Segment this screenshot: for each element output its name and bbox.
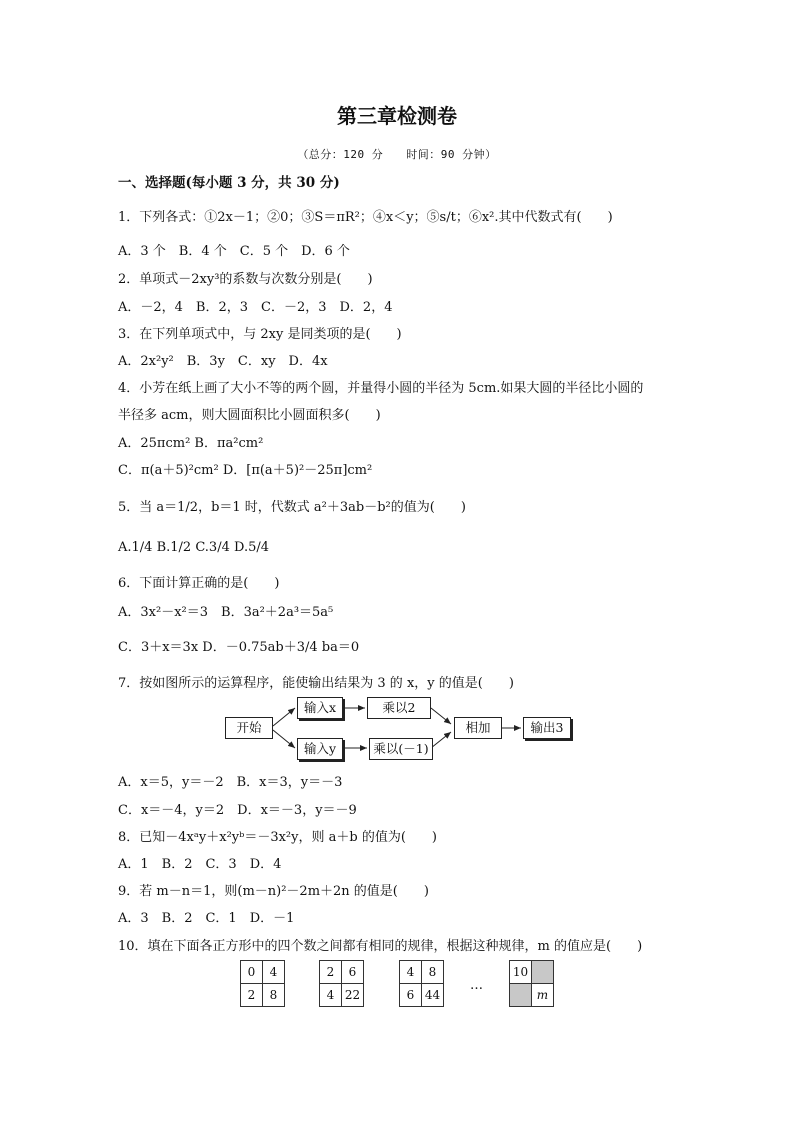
square-1-cell: 8 <box>263 984 285 1007</box>
question-3-options: A．2x²y² B．3y C．xy D．4x <box>118 354 328 369</box>
square-1-cell: 0 <box>241 961 263 984</box>
square-2-cell: 22 <box>342 984 364 1007</box>
square-1-cell: 4 <box>263 961 285 984</box>
question-6-options-2: C．3＋x＝3x D．－0.75ab＋3/4 ba＝0 <box>118 640 360 655</box>
flow-input-x-box: 输入x <box>297 697 343 719</box>
question-7-options-2: C．x＝－4，y＝2 D．x＝－3，y＝－9 <box>118 803 357 818</box>
question-8-options: A．1 B．2 C．3 D．4 <box>118 857 282 872</box>
square-3-cell: 4 <box>400 961 422 984</box>
question-6: 6．下面计算正确的是( ) <box>118 576 280 591</box>
number-square-1 <box>240 960 285 1007</box>
flow-multiply-2-box: 乘以2 <box>367 697 431 719</box>
square-2-cell: 6 <box>342 961 364 984</box>
question-4: 4．小芳在纸上画了大小不等的两个圆，并量得小圆的半径为 5cm.如果大圆的半径比小圆的 <box>118 381 644 396</box>
question-4-options-1: A．25πcm² B．πa²cm² <box>118 436 264 451</box>
flowchart <box>225 696 575 760</box>
flow-start-box: 开始 <box>225 717 273 739</box>
square-2-cell: 4 <box>320 984 342 1007</box>
exam-meta: （总分：120 分 时间：90 分钟） <box>297 148 497 161</box>
square-1-cell: 2 <box>241 984 263 1007</box>
question-1: 1．下列各式：①2x－1；②0；③S＝πR²；④x＜y；⑤s/t；⑥x².其中代数式有( ) <box>118 210 613 225</box>
page-title: 第三章检测卷 <box>337 104 457 128</box>
flow-output-box: 输出3 <box>523 717 571 739</box>
question-10: 10．填在下面各正方形中的四个数之间都有相同的规律，根据这种规律，m 的值应是( ) <box>118 939 643 954</box>
number-square-4 <box>509 960 554 1007</box>
flow-multiply-neg1-box: 乘以(－1) <box>369 738 433 760</box>
square-3-cell: 6 <box>400 984 422 1007</box>
square-3-cell: 44 <box>422 984 444 1007</box>
question-9-options: A．3 B．2 C．1 D．－1 <box>118 911 295 926</box>
question-4-line2: 半径多 acm，则大圆面积比小圆面积多( ) <box>118 408 381 423</box>
question-3: 3．在下列单项式中，与 2xy 是同类项的是( ) <box>118 327 402 342</box>
question-2-options: A．－2，4 B．2，3 C．－2，3 D．2，4 <box>118 300 393 315</box>
question-8: 8．已知－4xᵃy＋x²yᵇ＝－3x²y，则 a＋b 的值为( ) <box>118 830 437 845</box>
square-4-cell-m: m <box>532 984 554 1007</box>
square-4-shaded-cell <box>532 961 554 984</box>
square-4-cell: 10 <box>510 961 532 984</box>
question-4-options-2: C．π(a＋5)²cm² D．[π(a＋5)²－25π]cm² <box>118 463 373 478</box>
question-9: 9．若 m－n＝1，则(m－n)²－2m＋2n 的值是( ) <box>118 884 429 899</box>
number-square-2 <box>319 960 364 1007</box>
question-7-options-1: A．x＝5，y＝－2 B．x＝3，y＝－3 <box>118 775 343 790</box>
question-2: 2．单项式－2xy³的系数与次数分别是( ) <box>118 272 373 287</box>
question-6-options-1: A．3x²－x²＝3 B．3a²＋2a³＝5a⁵ <box>118 605 334 620</box>
question-7: 7．按如图所示的运算程序，能使输出结果为 3 的 x，y 的值是( ) <box>118 676 514 691</box>
number-square-3 <box>399 960 444 1007</box>
question-5-options: A.1/4 B.1/2 C.3/4 D.5/4 <box>118 540 269 555</box>
square-3-cell: 8 <box>422 961 444 984</box>
flow-add-box: 相加 <box>454 717 502 739</box>
ellipsis: … <box>470 978 483 993</box>
square-4-shaded-cell <box>510 984 532 1007</box>
square-2-cell: 2 <box>320 961 342 984</box>
section-heading: 一、选择题(每小题 3 分，共 30 分) <box>118 175 340 191</box>
question-5: 5．当 a＝1/2，b＝1 时，代数式 a²＋3ab－b²的值为( ) <box>118 500 466 515</box>
question-1-options: A．3 个 B．4 个 C．5 个 D．6 个 <box>118 244 350 259</box>
flow-input-y-box: 输入y <box>297 738 343 760</box>
